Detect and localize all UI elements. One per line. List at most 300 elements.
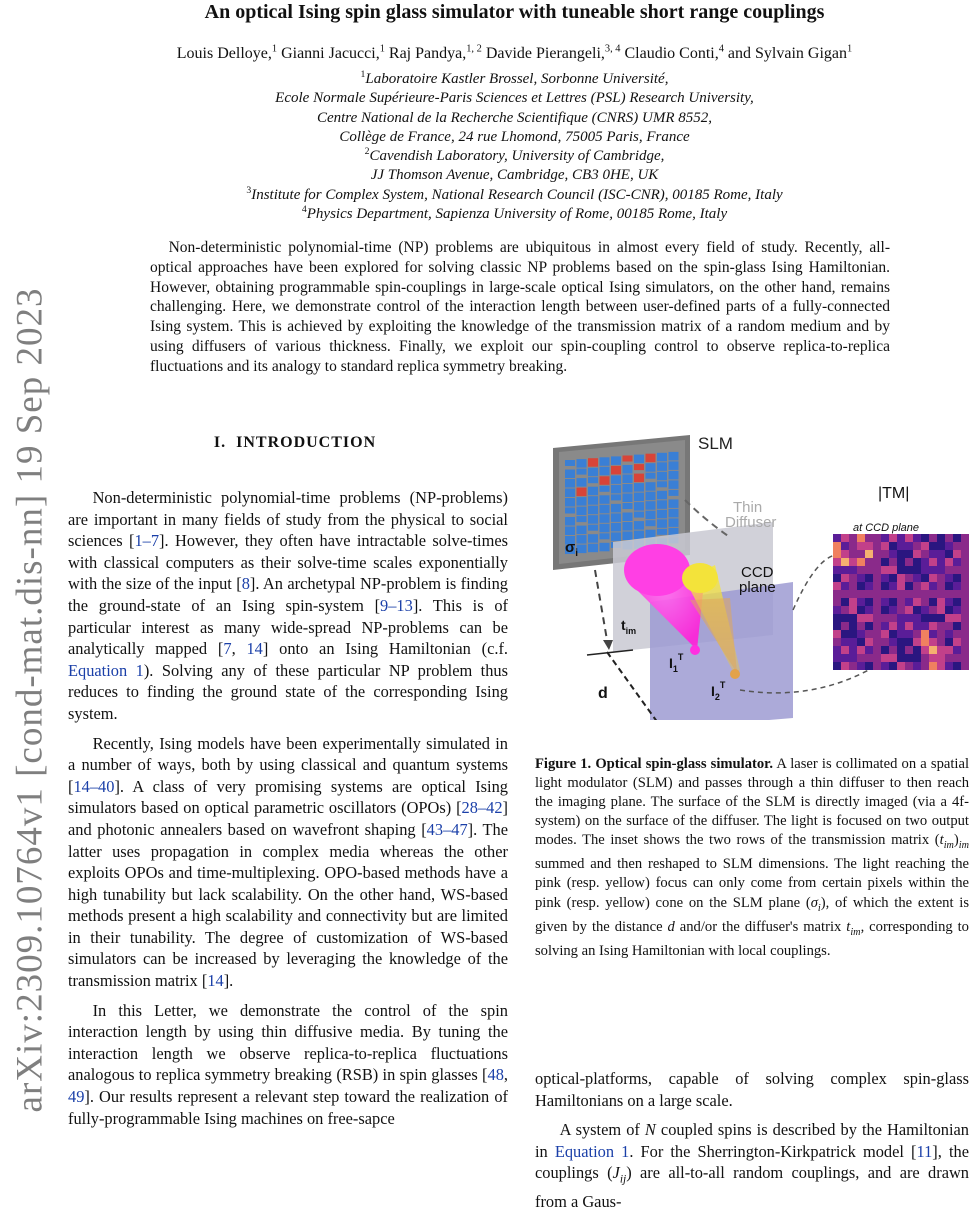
slm-pixel xyxy=(611,466,621,475)
slm-pixel xyxy=(669,452,679,461)
tm-cell xyxy=(961,646,969,654)
tm-cell xyxy=(921,542,929,550)
focus-1 xyxy=(690,645,700,655)
slm-pixel xyxy=(657,491,667,500)
tm-cell xyxy=(849,646,857,654)
tm-cell xyxy=(849,654,857,662)
tm-label: |TM| xyxy=(878,485,910,502)
tm-cell xyxy=(913,542,921,550)
tm-cell xyxy=(841,622,849,630)
author: Louis Delloye,$^1$ xyxy=(176,43,278,62)
tm-cell xyxy=(865,590,873,598)
slm-pixel xyxy=(577,526,587,535)
slm-pixel xyxy=(657,519,667,528)
slm-pixel xyxy=(577,469,587,475)
tm-cell xyxy=(881,638,889,646)
slm-pixel xyxy=(588,458,598,467)
tm-cell xyxy=(897,630,905,638)
i2-label: $I_2^T$ xyxy=(711,680,726,702)
slm-pixel xyxy=(588,487,598,496)
slm-pixel xyxy=(611,532,621,541)
tm-cell xyxy=(905,614,913,622)
tm-cell xyxy=(945,542,953,550)
tm-cell xyxy=(937,638,945,646)
slm-pixel xyxy=(611,494,621,500)
tm-cell xyxy=(865,606,873,614)
tm-cell xyxy=(961,638,969,646)
tm-cell xyxy=(945,662,953,670)
tm-cell xyxy=(929,646,937,654)
tm-cell xyxy=(857,590,865,598)
figure-label: Figure 1. xyxy=(535,756,592,772)
slm-pixel xyxy=(634,474,644,483)
tm-cell xyxy=(897,622,905,630)
tm-cell xyxy=(921,598,929,606)
tm-cell xyxy=(961,590,969,598)
slm-pixel xyxy=(646,520,656,526)
slm-pixel xyxy=(623,494,633,503)
tm-cell xyxy=(849,574,857,582)
tm-cell xyxy=(961,558,969,566)
author-list xyxy=(60,44,969,64)
slm-pixel xyxy=(623,522,633,531)
slm-pixel xyxy=(588,544,598,553)
tm-cell xyxy=(913,662,921,670)
tm-cell xyxy=(841,566,849,574)
tm-cell xyxy=(897,582,905,590)
tm-cell xyxy=(849,558,857,566)
slm-pixel xyxy=(634,521,644,530)
tm-cell xyxy=(961,614,969,622)
tm-cell xyxy=(953,558,961,566)
tm-cell xyxy=(897,574,905,582)
figure-caption xyxy=(535,755,969,961)
tm-cell xyxy=(905,630,913,638)
slm-pixel xyxy=(669,490,679,496)
tm-cell xyxy=(849,582,857,590)
slm-pixel xyxy=(588,477,598,483)
tm-cell xyxy=(841,558,849,566)
tm-cell xyxy=(833,590,841,598)
slm-pixel xyxy=(611,523,621,532)
tm-cell xyxy=(881,566,889,574)
citation-link[interactable]: 1–7 xyxy=(134,531,160,551)
figure-title: Optical spin-glass simulator. xyxy=(595,756,773,772)
citation-link[interactable]: 7 xyxy=(223,639,232,659)
tm-cell xyxy=(905,574,913,582)
slm-pixel xyxy=(646,511,656,520)
tm-cell xyxy=(889,614,897,622)
tm-cell xyxy=(849,590,857,598)
tm-cell xyxy=(937,582,945,590)
tm-cell xyxy=(937,558,945,566)
slm-pixel xyxy=(588,506,598,515)
tm-cell xyxy=(849,566,857,574)
tm-cell xyxy=(961,534,969,542)
tm-cell xyxy=(873,606,881,614)
tm-cell xyxy=(929,550,937,558)
tm-cell xyxy=(953,550,961,558)
tm-cell xyxy=(849,598,857,606)
tm-cell xyxy=(953,582,961,590)
tm-cell xyxy=(921,662,929,670)
tm-cell xyxy=(857,542,865,550)
tm-cell xyxy=(921,630,929,638)
affiliation-line: $^3$Institute for Complex System, National Research Council (ISC-CNR), 00185 Rome, Italy xyxy=(246,184,783,203)
slm-pixel xyxy=(577,497,587,506)
slm-pixel xyxy=(577,478,587,487)
tm-cell xyxy=(849,534,857,542)
slm-pixel xyxy=(623,465,633,474)
tm-cell xyxy=(945,598,953,606)
tm-cell xyxy=(881,598,889,606)
tm-cell xyxy=(913,614,921,622)
tm-cell xyxy=(833,630,841,638)
slm-pixel xyxy=(657,529,667,535)
slm-pixel xyxy=(669,471,679,480)
tm-cell xyxy=(929,622,937,630)
tm-cell xyxy=(873,662,881,670)
tm-cell xyxy=(865,566,873,574)
tm-cell xyxy=(937,630,945,638)
slm-pixel xyxy=(634,493,644,502)
sigma-label: $\sigma_i$ xyxy=(565,539,579,559)
slm-pixel xyxy=(657,462,667,471)
citation-link[interactable]: 49 xyxy=(68,1087,85,1107)
tm-cell xyxy=(881,590,889,598)
tm-cell xyxy=(833,582,841,590)
tm-cell xyxy=(897,590,905,598)
tm-cell xyxy=(921,654,929,662)
citation-link[interactable]: Equation 1 xyxy=(68,660,144,680)
tm-cell xyxy=(873,590,881,598)
tm-cell xyxy=(889,622,897,630)
plane-label: plane xyxy=(739,579,776,596)
slm-pixel xyxy=(634,512,644,518)
tm-cell xyxy=(889,534,897,542)
tm-cell xyxy=(857,630,865,638)
arxiv-identifier: arXiv:2309.10764v1 [cond-mat.dis-nn] 19 Sep 2023 xyxy=(9,287,51,1113)
d-label: d xyxy=(598,685,608,702)
thin-label: Thin xyxy=(733,499,763,516)
slm-pixel xyxy=(611,485,621,494)
affiliation-line: JJ Thomson Avenue, Cambridge, CB3 0HE, UK xyxy=(370,167,659,184)
tm-cell xyxy=(921,550,929,558)
tm-cell xyxy=(841,574,849,582)
slm-pixel xyxy=(634,455,644,464)
slm-pixel xyxy=(669,480,679,489)
tm-cell xyxy=(905,542,913,550)
paragraph: In this Letter, we demonstrate the control of the spin interaction length by using thin diffusive media. By tuning the interaction length we observe replica-to-replica fluctuations analogous to replica symmetry breaking (RSB) in spin glasses [48, 49]. Our results represent a relevant step toward the realization of fully-programmable Ising machines on free-sapce xyxy=(68,1000,508,1128)
slm-pixel xyxy=(600,543,610,552)
author: Davide Pierangeli,$^{3, 4}$ xyxy=(485,43,621,62)
slm-pixel xyxy=(623,503,633,509)
tm-cell xyxy=(937,646,945,654)
slm-pixel xyxy=(646,501,656,510)
slm-pixel xyxy=(600,505,610,514)
tm-cell xyxy=(961,598,969,606)
tm-cell xyxy=(921,638,929,646)
tm-cell xyxy=(833,606,841,614)
paper-title: An optical Ising spin glass simulator with tuneable short range couplings xyxy=(204,1,825,23)
slm-pixel xyxy=(669,499,679,508)
tm-cell xyxy=(841,542,849,550)
affiliation-line: Centre National de la Recherche Scientifique (CNRS) UMR 8552, xyxy=(316,109,713,126)
slm-pixel xyxy=(565,508,575,514)
tm-cell xyxy=(881,662,889,670)
tm-cell xyxy=(913,598,921,606)
tm-cell xyxy=(881,550,889,558)
tm-cell xyxy=(865,542,873,550)
tm-cell xyxy=(889,582,897,590)
affiliation-line: Collège de France, 24 rue Lhomond, 75005 Paris, France xyxy=(339,128,690,145)
tm-cell xyxy=(857,614,865,622)
tm-cell xyxy=(913,638,921,646)
tm-cell xyxy=(857,534,865,542)
author: Claudio Conti,$^4$ xyxy=(624,43,724,62)
tm-cell xyxy=(881,542,889,550)
tm-cell xyxy=(937,662,945,670)
tm-cell xyxy=(841,654,849,662)
tm-cell xyxy=(905,662,913,670)
slm-pixel xyxy=(623,475,633,484)
citation-link[interactable]: 8 xyxy=(241,574,250,594)
tm-cell xyxy=(841,550,849,558)
tm-cell xyxy=(873,582,881,590)
tm-cell xyxy=(897,614,905,622)
tm-cell xyxy=(841,662,849,670)
author: and Sylvain Gigan$^1$ xyxy=(727,43,853,62)
citation-link[interactable]: 14 xyxy=(246,639,263,659)
tm-cell xyxy=(961,566,969,574)
slm-pixel xyxy=(588,496,598,505)
slm-pixel xyxy=(611,456,621,465)
tm-cell xyxy=(873,558,881,566)
slm-pixel xyxy=(565,479,575,488)
tm-cell xyxy=(913,574,921,582)
slm-pixel xyxy=(600,486,610,492)
tm-cell xyxy=(921,590,929,598)
tm-cell xyxy=(929,534,937,542)
slm-pixel xyxy=(600,476,610,485)
section-heading: I. INTRODUCTION xyxy=(213,434,377,451)
tm-cell xyxy=(945,646,953,654)
tm-cell xyxy=(849,542,857,550)
slm-pixel xyxy=(565,470,575,479)
tm-cell xyxy=(857,574,865,582)
tm-cell xyxy=(841,638,849,646)
tm-cell xyxy=(841,606,849,614)
tm-cell xyxy=(873,598,881,606)
tm-cell xyxy=(833,646,841,654)
tm-cell xyxy=(913,550,921,558)
tm-cell xyxy=(929,630,937,638)
abstract-text: Non-deterministic polynomial-time (NP) problems are ubiquitous in almost every field of study. Recently, all-optical approaches have been explored for solving classic NP problems based on the spin-glass Ising Hamiltonian. However, obtaining programmable spin-couplings in large-scale optical Ising simulators, on the other hand, remains challenging. Here, we demonstrate control of the interaction length between user-defined parts of a fully-connected Ising system. This is achieved by exploiting the knowledge of the transmission matrix of a random medium and by using diffusers of various thickness. Finally, we exploit our spin-coupling control to observe replica-to-replica fluctuations and its analogy to standard replica symmetry breaking. xyxy=(150,239,890,375)
tm-cell xyxy=(889,558,897,566)
tm-cell xyxy=(961,582,969,590)
tm-cell xyxy=(937,622,945,630)
tm-cell xyxy=(953,654,961,662)
citation-link[interactable]: 43–47 xyxy=(426,819,468,839)
ccd-label: CCD xyxy=(741,564,774,581)
citation-link[interactable]: 14 xyxy=(207,971,224,991)
tm-cell xyxy=(929,606,937,614)
affiliation-line: $^2$Cavendish Laboratory, University of Cambridge, xyxy=(364,146,665,165)
author: Raj Pandya,$^{1, 2}$ xyxy=(388,43,482,62)
tm-cell xyxy=(865,630,873,638)
tm-cell xyxy=(945,654,953,662)
tm-cell xyxy=(897,662,905,670)
tm-cell xyxy=(921,558,929,566)
tm-cell xyxy=(905,606,913,614)
tm-cell xyxy=(897,606,905,614)
tm-cell xyxy=(905,534,913,542)
tm-cell xyxy=(913,534,921,542)
tm-cell xyxy=(889,646,897,654)
tm-cell xyxy=(873,566,881,574)
tm-cell xyxy=(937,566,945,574)
slm-pixel xyxy=(600,514,610,523)
slm-pixel xyxy=(565,517,575,526)
tm-cell xyxy=(889,590,897,598)
tm-cell xyxy=(929,662,937,670)
tm-cell xyxy=(865,638,873,646)
tm-cell xyxy=(865,646,873,654)
slm-pixel xyxy=(623,513,633,522)
slm-pixel xyxy=(577,535,587,544)
tm-cell xyxy=(873,574,881,582)
slm-pixel xyxy=(646,492,656,501)
tm-cell xyxy=(841,646,849,654)
tm-cell xyxy=(945,574,953,582)
tm-sublabel: at CCD plane xyxy=(853,522,920,534)
slm-pixel xyxy=(623,484,633,493)
tm-cell xyxy=(945,614,953,622)
slm-label: SLM xyxy=(698,434,733,453)
right-column xyxy=(535,1068,969,1221)
tm-cell xyxy=(905,598,913,606)
slm-pixel xyxy=(611,513,621,522)
optical-setup-diagram xyxy=(535,430,969,720)
tm-cell xyxy=(953,542,961,550)
slm-pixel xyxy=(657,500,667,509)
tm-cell xyxy=(873,646,881,654)
tm-cell xyxy=(841,534,849,542)
slm-pixel xyxy=(657,510,667,519)
tm-cell xyxy=(833,558,841,566)
tm-cell xyxy=(921,622,929,630)
slm-pixel xyxy=(669,518,679,527)
tm-cell xyxy=(865,582,873,590)
tm-cell xyxy=(849,662,857,670)
slm-pixel xyxy=(657,472,667,481)
tm-cell xyxy=(873,630,881,638)
tm-cell xyxy=(937,574,945,582)
slm-pixel xyxy=(600,533,610,539)
tm-cell xyxy=(889,566,897,574)
tm-cell xyxy=(897,534,905,542)
tm-cell xyxy=(961,654,969,662)
tm-cell xyxy=(849,638,857,646)
tm-cell xyxy=(953,630,961,638)
tm-cell xyxy=(905,646,913,654)
tm-cell xyxy=(945,566,953,574)
citation-link[interactable]: 9–13 xyxy=(380,595,413,615)
tm-cell xyxy=(929,582,937,590)
tm-cell xyxy=(857,662,865,670)
tm-cell xyxy=(929,558,937,566)
tm-cell xyxy=(921,606,929,614)
tm-cell xyxy=(945,630,953,638)
tm-cell xyxy=(929,574,937,582)
tm-cell xyxy=(841,590,849,598)
tm-cell xyxy=(953,614,961,622)
slm-pixel xyxy=(657,481,667,487)
tm-cell xyxy=(881,614,889,622)
slm-pixel xyxy=(588,468,598,477)
tm-cell xyxy=(929,654,937,662)
tm-cell xyxy=(873,550,881,558)
tm-cell xyxy=(865,534,873,542)
tm-cell xyxy=(961,606,969,614)
paragraph: Non-deterministic polynomial-time problems (NP-problems) are important in many fields of study from the physical to social sciences [1–7]. However, they often have intractable solve-times with classical computers as their solve-time scales exponentially with the size of the input [8]. An archetypal NP-problem is finding the ground-state of an Ising spin-system [9–13]. This is of particular interest as many wide-spread NP-problems can be analytically mapped [7, 14] onto an Ising Hamiltonian (c.f. Equation 1). Solving any of these particular NP problem thus reduces to finding the ground state of the corresponding Ising system. xyxy=(68,488,508,723)
focus-2 xyxy=(730,669,740,679)
tm-cell xyxy=(905,558,913,566)
tm-cell xyxy=(961,574,969,582)
citation-link[interactable]: Equation 1 xyxy=(554,1141,630,1161)
paragraph: optical-platforms, capable of solving complex spin-glass Hamiltonians on a large scale. xyxy=(535,1069,969,1110)
tm-cell xyxy=(897,542,905,550)
tm-cell xyxy=(961,622,969,630)
tm-cell xyxy=(873,534,881,542)
tm-cell xyxy=(953,606,961,614)
affiliation-line: Ecole Normale Supérieure-Paris Sciences et Lettres (PSL) Research University, xyxy=(275,90,754,107)
tm-cell xyxy=(889,550,897,558)
slm-pixel xyxy=(565,460,575,466)
tm-cell xyxy=(865,654,873,662)
tm-cell xyxy=(929,566,937,574)
tm-cell xyxy=(849,606,857,614)
slm-pixel xyxy=(600,457,610,466)
tm-cell xyxy=(881,574,889,582)
slm-pixel xyxy=(623,456,633,462)
tm-cell xyxy=(961,550,969,558)
tm-cell xyxy=(945,558,953,566)
tm-cell xyxy=(873,542,881,550)
tm-cell xyxy=(865,550,873,558)
slm-pixel xyxy=(565,498,575,507)
tm-cell xyxy=(857,654,865,662)
slm-pixel xyxy=(577,507,587,515)
slm-pixel xyxy=(588,525,598,531)
citation-link[interactable]: 14–40 xyxy=(73,776,115,796)
tm-cell xyxy=(833,534,841,542)
citation-link[interactable]: 48 xyxy=(487,1065,504,1085)
tm-cell xyxy=(953,566,961,574)
citation-link[interactable]: 11 xyxy=(916,1141,933,1161)
tm-cell xyxy=(857,598,865,606)
tm-cell xyxy=(881,654,889,662)
tm-cell xyxy=(833,550,841,558)
tm-cell xyxy=(889,654,897,662)
tm-cell xyxy=(857,622,865,630)
tm-cell xyxy=(833,638,841,646)
tm-cell xyxy=(881,534,889,542)
tm-cell xyxy=(945,534,953,542)
tm-cell xyxy=(865,558,873,566)
tm-cell xyxy=(953,590,961,598)
citation-link[interactable]: 28–42 xyxy=(461,798,503,818)
